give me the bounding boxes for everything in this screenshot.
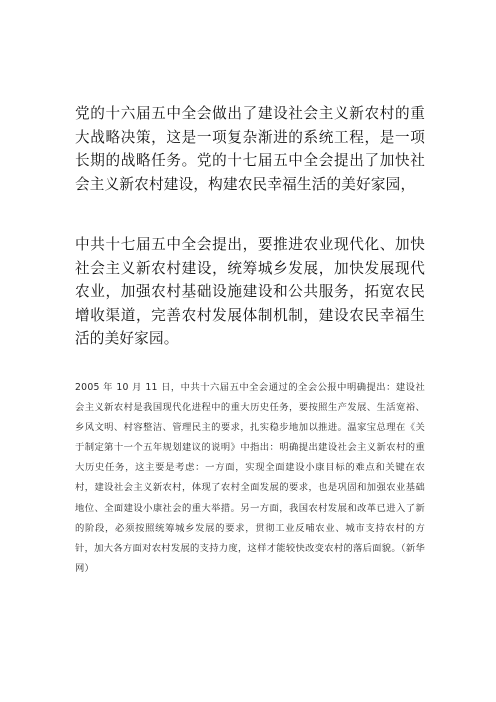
paragraph-1: 党的十六届五中全会做出了建设社会主义新农村的重大战略决策，这是一项复杂渐进的系统工程，是一项长期的战略任务。党的十七届五中全会提出了加快社会主义新农村建设，构建农民幸福生活的美好家园， [75,105,425,193]
paragraph-3-news-excerpt: 2005 年 10 月 11 日，中共十六届五中全会通过的全会公报中明确提出：建设社会主义新农村是我国现代化进程中的重大历史任务，要按照生产发展、生活宽裕、乡风文明、村容整洁、管理民主的要求，扎实稳步地加以推进。温家宝总理在《关于制定第十一个五年规划建议的说明》中指出：明确提出建设社会主义新农村的重大历史任务，这主要是考虑：一方面，实现全面建设小康目标的难点和关键在农村，建设社会主义新农村，体现了农村全面发展的要求，也是巩固和加强农业基础地位、全面建设小康社会的重大举措。另一方面，我国农村发展和改革已进入了新的阶段，必须按照统筹城乡发展的要求，贯彻工业反哺农业、城市支持农村的方针，加大各方面对农村发展的支持力度，这样才能较快改变农村的落后面貌。（新华网） [75,382,425,574]
paragraph-2: 中共十七届五中全会提出，要推进农业现代化、加快社会主义新农村建设，统筹城乡发展，加快发展现代农业，加强农村基础设施建设和公共服务，拓宽农民增收渠道，完善农村发展体制机制，建设农民幸福生活的美好家园。 [75,236,425,347]
